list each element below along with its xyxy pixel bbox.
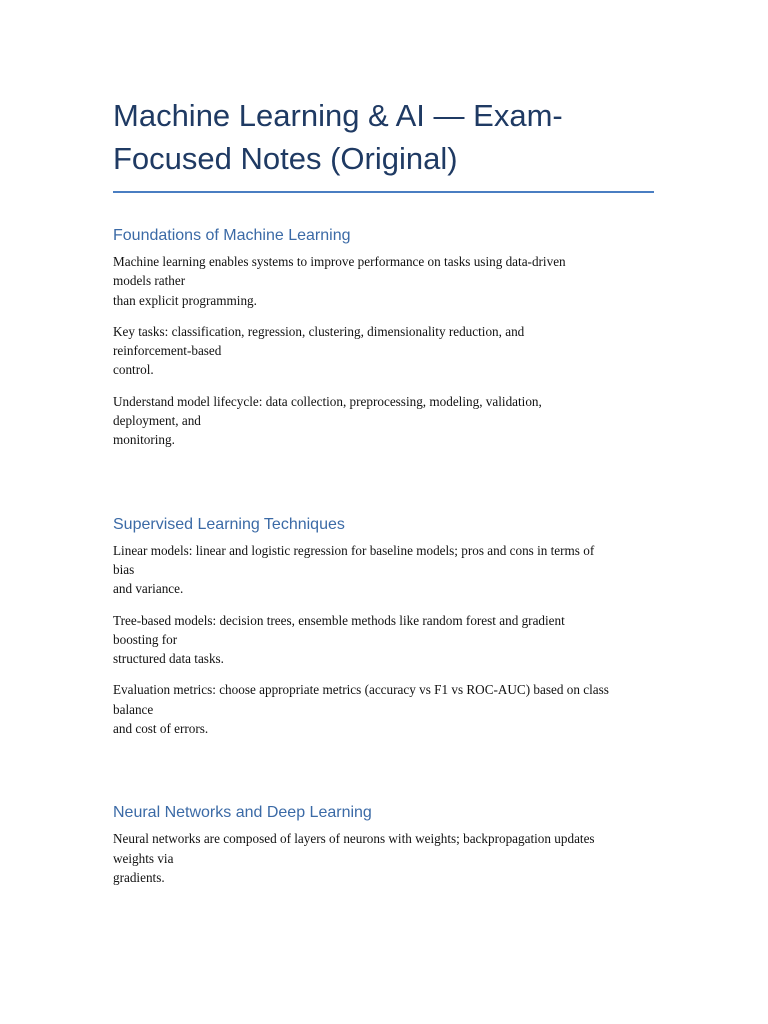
- section-foundations: [113, 225, 655, 450]
- paragraph: Neural networks are composed of layers of neurons with weights; backpropagation updates weights via gradients.: [113, 831, 595, 885]
- paragraph: Key tasks: classification, regression, clustering, dimensionality reduction, and reinforcement-based control.: [113, 323, 525, 378]
- paragraph: Evaluation metrics: choose appropriate metrics (accuracy vs F1 vs ROC-AUC) based on class balance and cost of errors.: [113, 682, 609, 737]
- paragraph: Machine learning enables systems to improve performance on tasks using data-driven models rather than explicit programming.: [113, 254, 566, 308]
- section-heading: Neural Networks and Deep Learning: [113, 804, 372, 822]
- section-supervised-learning: [113, 514, 655, 739]
- section-heading: Supervised Learning Techniques: [113, 515, 345, 533]
- section-heading: Foundations of Machine Learning: [113, 227, 351, 244]
- paragraph: Tree-based models: decision trees, ensemble methods like random forest and gradient boosting for structured data tasks.: [113, 612, 565, 667]
- paragraph: Understand model lifecycle: data collection, preprocessing, modeling, validation, deployment, and monitoring.: [113, 393, 542, 448]
- section-neural-networks: [113, 802, 655, 887]
- paragraph: Linear models: linear and logistic regression for baseline models; pros and cons in terms of bias and variance.: [113, 542, 595, 597]
- document-title: Machine Learning & AI — Exam- Focused Notes (Original): [113, 98, 563, 176]
- title-underline-rule: [113, 191, 654, 193]
